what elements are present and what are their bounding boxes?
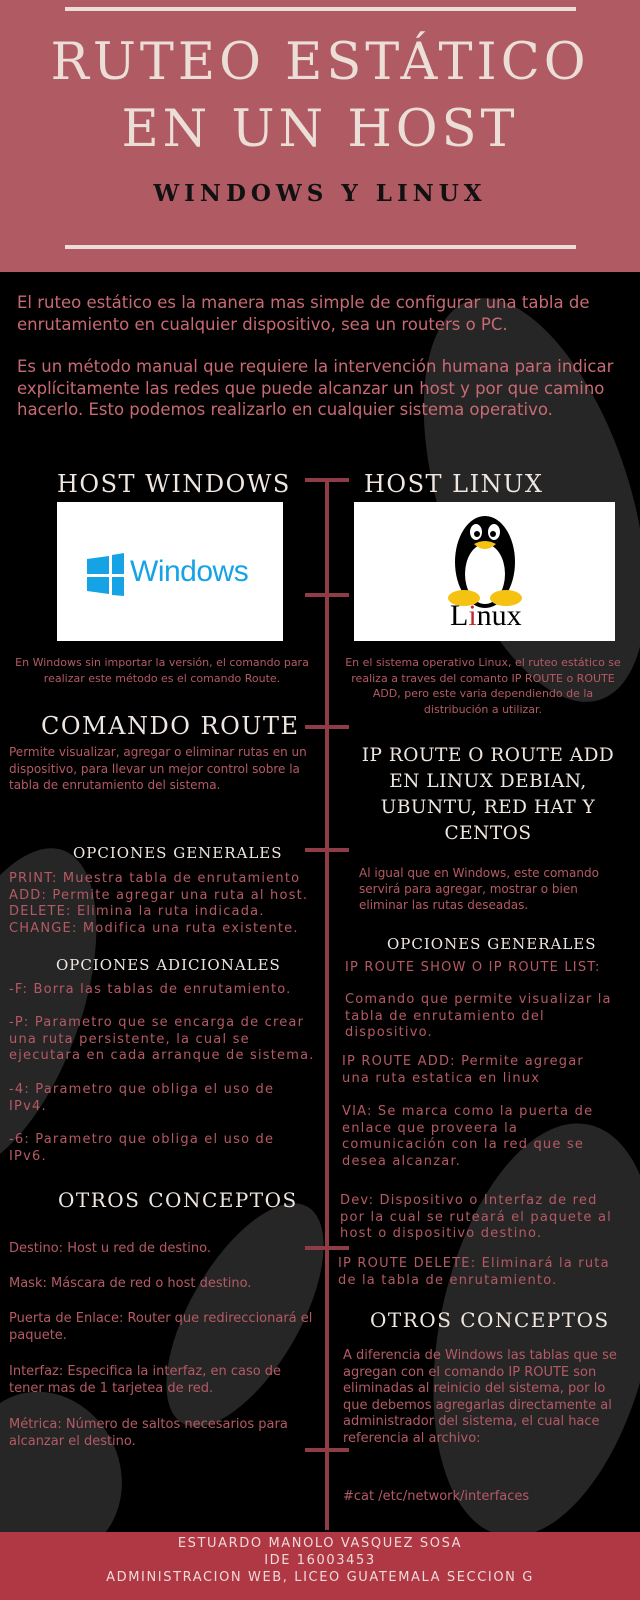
windows-command-description: Permite visualizar, agregar o eliminar rutas en un dispositivo, para llevar un mejor control sobre la tabla de enrutamiento del sistema. — [9, 745, 307, 792]
concept-item: Métrica: Número de saltos necesarios para alcanzar el destino. — [9, 1417, 288, 1449]
option-item: ADD: Permite agregar una ruta al host. — [9, 887, 309, 903]
windows-heading: HOST WINDOWS — [57, 470, 291, 498]
linux-description: En el sistema operativo Linux, el ruteo estático se realiza a traves del comanto IP ROUTE o ROUTE ADD, pero este varia dependiendo de la distribución a utilizar. — [345, 656, 621, 716]
linux-logo-box — [354, 502, 615, 641]
timeline-tick — [305, 848, 349, 852]
additional-option: -F: Borra las tablas de enrutamiento. — [9, 982, 292, 997]
linux-option: IP ROUTE ADD: Permite agregar una ruta estatica en linux — [342, 1054, 584, 1086]
linux-file-path: #cat /etc/network/interfaces — [343, 1489, 530, 1504]
linux-logo-text — [450, 599, 522, 633]
subtitle: WINDOWS Y LINUX — [153, 180, 487, 207]
windows-description: En Windows sin importar la versión, el comando para realizar este método es el comando Route. — [15, 656, 309, 685]
header-bottom-rule — [65, 245, 576, 249]
linux-option: IP ROUTE DELETE: Eliminará la ruta de la tabla de enrutamiento. — [338, 1256, 610, 1288]
linux-general-heading: OPCIONES GENERALES — [387, 935, 597, 953]
linux-option: Comando que permite visualizar la tabla de enrutamiento del dispositivo. — [345, 992, 612, 1040]
windows-command-heading: COMANDO ROUTE — [41, 712, 300, 740]
header-top-rule — [65, 7, 576, 11]
timeline-tick — [305, 478, 349, 482]
timeline-line — [325, 478, 329, 1530]
linux-heading: HOST LINUX — [364, 470, 544, 498]
timeline-tick — [305, 593, 349, 597]
option-item: DELETE: Elimina la ruta indicada. — [9, 904, 265, 919]
linux-logo-letter-i: i — [468, 599, 477, 632]
title-line-2: EN UN HOST — [121, 100, 519, 159]
windows-concepts-heading: OTROS CONCEPTOS — [58, 1188, 298, 1212]
linux-option: VIA: Se marca como la puerta de enlace que proveera la comunicación con la red que se desea alcanzar. — [342, 1104, 594, 1169]
windows-general-heading: OPCIONES GENERALES — [73, 844, 283, 862]
additional-option: -4: Parametro que obliga el uso de IPv4. — [9, 1082, 275, 1114]
linux-logo-letter-l: L — [450, 599, 469, 632]
intro-paragraph-1: El ruteo estático es la manera mas simple de configurar una tabla de enrutamiento en cualquier dispositivo, sea un routers o PC. — [17, 293, 590, 334]
linux-logo-letters: nux — [476, 599, 522, 632]
timeline-tick — [305, 725, 349, 729]
additional-option: -6: Parametro que obliga el uso de IPv6. — [9, 1132, 275, 1164]
linux-concepts-heading: OTROS CONCEPTOS — [370, 1308, 610, 1332]
concept-item: Destino: Host u red de destino. — [9, 1241, 211, 1256]
concept-item: Mask: Máscara de red o host destino. — [9, 1276, 252, 1291]
concept-item: Interfaz: Especifica la interfaz, en caso de tener mas de 1 tarjetea de red. — [9, 1364, 282, 1396]
option-item: PRINT: Muestra tabla de enrutamiento — [9, 871, 301, 886]
footer-author: ESTUARDO MANOLO VASQUEZ SOSA — [177, 1536, 463, 1551]
intro-paragraph-2: Es un método manual que requiere la intervención humana para indicar explícitamente las redes que puede alcanzar un host y por que camino hacerlo. Esto podemos realizarlo en cualquier sistema operativo. — [17, 357, 614, 419]
windows-logo-text: Windows — [130, 555, 249, 588]
option-item: CHANGE: Modifica una ruta existente. — [9, 920, 299, 936]
windows-logo-box — [57, 502, 283, 641]
linux-command-heading: IP ROUTE O ROUTE ADD EN LINUX DEBIAN, UBUNTU, RED HAT Y CENTOS — [361, 745, 615, 844]
linux-command-description: Al igual que en Windows, este comando servirá para agregar, mostrar o bien eliminar las rutas deseadas. — [359, 866, 599, 912]
linux-option: Dev: Dispositivo o Interfaz de red por la cual se ruteará el paquete al host o dispositivo destino. — [340, 1193, 612, 1241]
linux-option: IP ROUTE SHOW O IP ROUTE LIST: — [345, 960, 601, 975]
footer-course: ADMINISTRACION WEB, LICEO GUATEMALA SECCION G — [106, 1570, 534, 1585]
footer-id: IDE 16003453 — [264, 1553, 376, 1568]
concept-item: Puerta de Enlace: Router que redireccionará el paquete. — [9, 1311, 313, 1343]
linux-concepts-text: A diferencia de Windows las tablas que se agregan con el comando IP ROUTE son eliminadas al reinicio del sistema, por lo que debemos agregarlas directamente al administrador del sistema, el cual hace referencia al archivo: — [343, 1348, 617, 1446]
windows-general-options — [9, 871, 319, 937]
windows-additional-heading: OPCIONES ADICIONALES — [56, 956, 281, 974]
title-line-1: RUTEO ESTÁTICO — [50, 33, 590, 92]
additional-option: -P: Parametro que se encarga de crear una ruta persistente, la cual se ejecutara en cada arranque de sistema. — [9, 1015, 315, 1063]
